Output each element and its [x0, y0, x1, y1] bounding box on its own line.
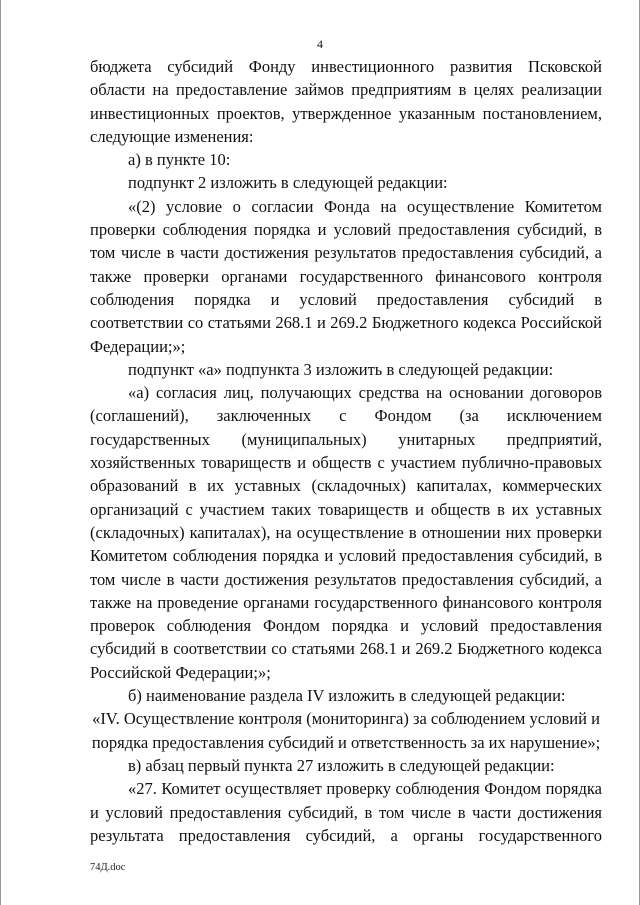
- paragraph-section-iv-title: «IV. Осуществление контроля (мониторинга) за соблюдением условий и порядка предоставления субсидий и ответственность за их нарушение»;: [91, 709, 601, 752]
- paragraph-consent-a: «а) согласия лиц, получающих средства на основании договоров (соглашений), заключенных с Фондом (за исключением государственных (муниципальных) унитарных предприятий, хозяйственных товариществ и обществ с участием публично-правовых образований в их уставных (складочных) капиталах, коммерческих организаций с участием таких товариществ и обществ в их уставных (складочных) капиталах), на осуществление в отношении них проверки Комитетом соблюдения порядка и условий предоставления субсидий, в том числе в части достижения результатов предоставления субсидий, а также на проведение органами государственного финансового контроля проверок соблюдения Фондом порядка и условий предоставления субсидий в соответствии со статьями 268.1 и 269.2 Бюджетного кодекса Российской Федерации;»;: [90, 383, 602, 682]
- page-left-edge: [0, 0, 1, 905]
- paragraph-subitem-2: подпункт 2 изложить в следующей редакции:: [128, 173, 448, 193]
- paragraph-item-v: в) абзац первый пункта 27 изложить в следующей редакции:: [128, 755, 555, 775]
- paragraph-item-b: б) наименование раздела IV изложить в следующей редакции:: [128, 686, 566, 706]
- paragraph-item-a: а) в пункте 10:: [128, 150, 231, 170]
- paragraph-condition-2: «(2) условие о согласии Фонда на осуществление Комитетом проверки соблюдения порядка и условий предоставления субсидий, в том числе в части достижения результатов предоставления субсидий, а также проверки органами государственного финансового контроля соблюдения порядка и условий предоставления субсидий в соответствии со статьями 268.1 и 269.2 Бюджетного кодекса Российской Федерации;»;: [90, 196, 602, 356]
- paragraph-clause-27: «27. Комитет осуществляет проверку соблюдения Фондом порядка и условий предоставления субсидий, в том числе в части достижения результата предоставления субсидий, а органы государственного: [90, 779, 602, 845]
- document-body: [90, 55, 602, 847]
- paragraph-subitem-a: подпункт «а» подпункта 3 изложить в следующей редакции:: [128, 359, 554, 379]
- paragraph-intro: бюджета субсидий Фонду инвестиционного развития Псковской области на предоставление займов предприятиям в целях реализации инвестиционных проектов, утвержденное указанным постановлением, следующие изменения:: [90, 57, 602, 146]
- footer-filename: 74Д.doc: [90, 862, 126, 873]
- page-number: 4: [317, 37, 323, 51]
